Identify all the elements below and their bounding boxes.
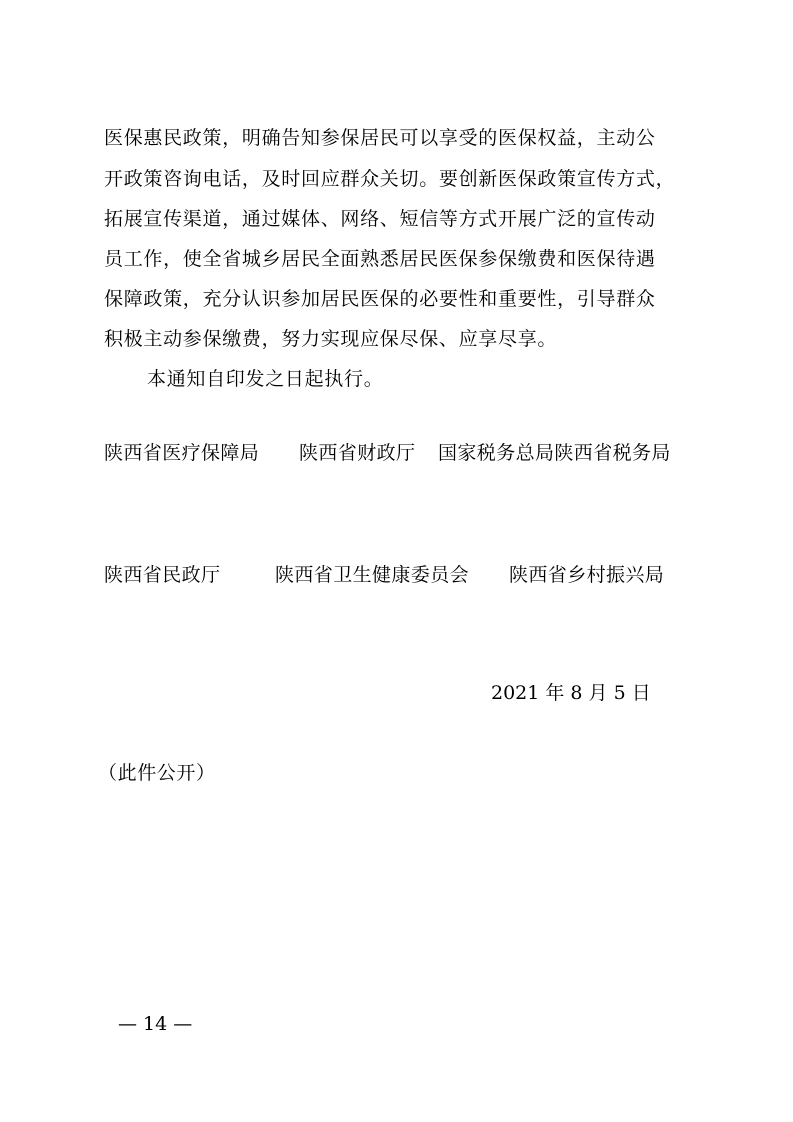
issue-date: 2021 年 8 月 5 日 [491,682,651,704]
issuer-row-1 [104,438,704,468]
issuer-medical-security-bureau: 陕西省医疗保障局 [104,442,260,464]
issuer-finance-department: 陕西省财政厅 [299,442,416,464]
issuer-row-2 [104,560,704,590]
body-line-3: 拓展宣传渠道，通过媒体、网络、短信等方式开展广泛的宣传动 [104,208,656,230]
issuer-rural-revitalization-bureau: 陕西省乡村振兴局 [509,564,665,586]
body-line-2: 开政策咨询电话，及时回应群众关切。要创新医保政策宣传方式， [104,168,676,190]
issuer-health-commission: 陕西省卫生健康委员会 [275,564,470,586]
closing-statement: 本通知自印发之日起执行。 [147,368,384,390]
body-line-5: 保障政策，充分认识参加居民医保的必要性和重要性，引导群众 [104,288,656,310]
issuer-civil-affairs-department: 陕西省民政厅 [104,564,221,586]
disclosure-note: （此件公开） [98,762,216,784]
issuer-tax-bureau: 国家税务总局陕西省税务局 [438,442,671,464]
body-line-1: 医保惠民政策，明确告知参保居民可以享受的医保权益，主动公 [104,127,656,149]
page-number: — 14 — [118,1013,193,1035]
body-line-4: 员工作，使全省城乡居民全面熟悉居民医保参保缴费和医保待遇 [104,248,656,270]
body-line-6: 积极主动参保缴费，努力实现应保尽保、应享尽享。 [104,328,558,350]
